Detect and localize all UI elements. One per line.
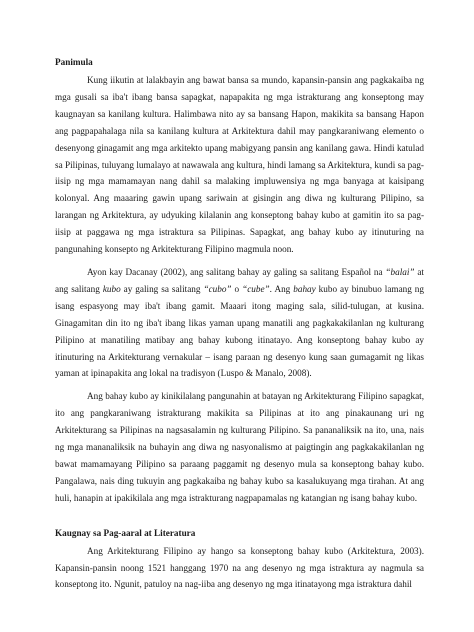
section-heading-panimula: Panimula (55, 57, 93, 67)
paragraph: Kung iikutin at lalakbayin ang bawat bansa sa mundo, kapansin-pansin ang pagkakaiba ng mga gusali sa iba't ibang bansa sapagkat, napapakita ng mga istrakturang ang konseptong may kaugnayan sa kanilang kultura. Halimbawa nito ay sa bansang Hapon, makikita sa bansang Hapon ang pagpapahalaga nila sa kanilang kultura at Arkitektura dahil may pangkaraniwang elemento o desenyong ginagamit ang mga arkitekto upang mabigyang pansin ang kanilang gawa. Hindi katulad sa Pilipinas, tuluyang lumalayo at nawawala ang kultura, hindi lamang sa Arkitektura, kundi sa pag-iisip ng mga mamamayan nang dahil sa malaking impluwensiya ng mga banyaga at kaisipang kolonyal. Ang maaaring gawin upang sariwain at gisingin ang diwa ng kulturang Pilipino, sa larangan ng Arkitektura, ay udyuking kilalanin ang konseptong bahay kubo at gamitin ito sa pag-iisip at paggawa ng mga istraktura sa Pilipinas. Sapagkat, ang bahay kubo ay itinuturing na pangunahing konsepto ng Arkitekturang Filipino magmula noon. (55, 75, 424, 255)
paragraph: Ayon kay Dacanay (2002), ang salitang bahay ay galing sa salitang Español na “balai” at ang salitang kubo ay galing sa salitang “cubo” o “cube”. Ang bahay kubo ay binubuo lamang ng isang espasyong may iba't ibang gamit. Maaari itong maging sala, silid-tulugan, at kusina. Ginagamitan din ito ng iba't ibang likas yaman upang manatili ang pagkakakilanlan ng kulturang Pilipino at manatiling matibay ang bahay kubong itinatayo. Ang konseptong bahay kubo ay itinuturing na Arkitekturang vernakular – isang paraan ng desenyo kung saan gumagamit ng likas yaman at ipinapakita ang lokal na tradisyon (Luspo & Manalo, 2008). (55, 266, 424, 379)
paragraph: Ang bahay kubo ay kinikilalang pangunahin at batayan ng Arkitekturang Filipino sapagkat, ito ang pangkaraniwang istrakturang makikita sa Pilipinas at ito ang pinakaunang uri ng Arkitekturang sa Pilipinas na nagsasalamin ng kulturang Pilipino. Sa pananaliksik na ito, una, nais ng mga mananaliksik na buhayin ang diwa ng nasyonalismo at paigtingin ang pagkakakilanlan ng bawat mamamayang Pilipino sa paraang paggamit ng desenyo mula sa konseptong bahay kubo. Pangalawa, nais ding tukuyin ang pagkakaiba ng bahay kubo sa kasalukuyang mga tirahan. At ang huli, hanapin at ipakikilala ang mga istrakturang nagpapamalas ng katangian ng isang bahay kubo. (55, 391, 424, 503)
paragraph: Ang Arkitekturang Filipino ay hango sa konseptong bahay kubo (Arkitektura, 2003). Kapansin-pansin noong 1521 hanggang 1970 na ang desenyo ng mga istraktura ay nagmula sa konseptong ito. Ngunit, patuloy na nag-iiba ang desenyo ng mga itinatayong mga istraktura dahil (55, 545, 424, 590)
section-heading-kaugnay: Kaugnay sa Pag-aaral at Literatura (55, 527, 196, 538)
